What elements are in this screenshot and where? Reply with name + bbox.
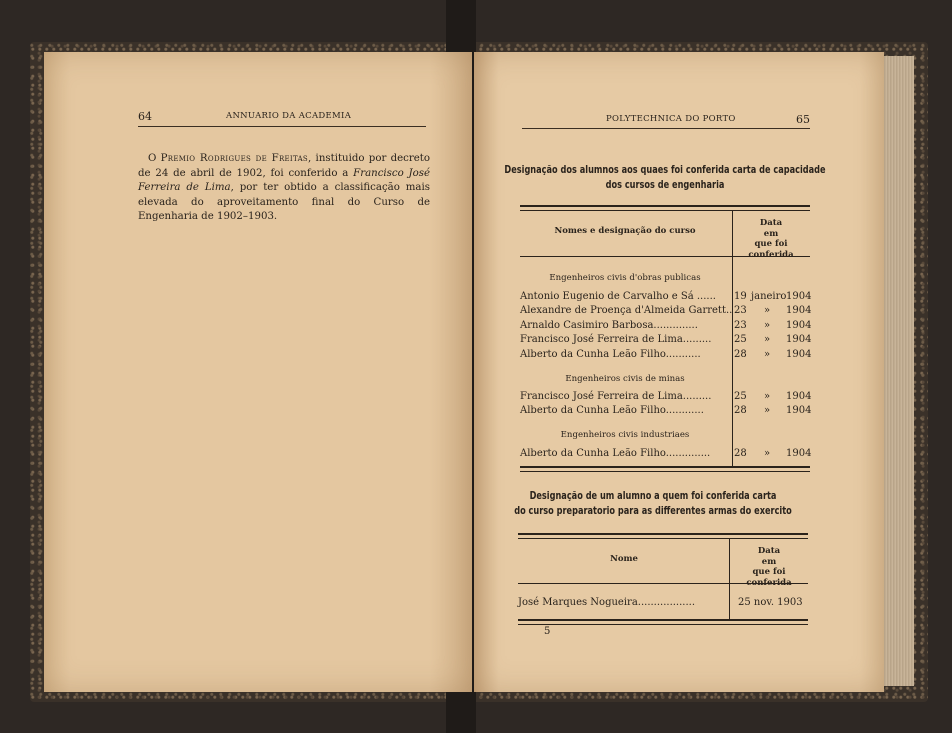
table-row	[520, 291, 810, 305]
row-year: 1904	[786, 349, 812, 360]
row-year: 1904	[786, 391, 812, 402]
table1-col-date-3: que foi conferida	[748, 239, 794, 260]
table2-top-rule	[518, 533, 808, 539]
table2-caption	[478, 489, 829, 519]
table1-caption-line1: Designação dos alumnos aos quaes foi conferida carta de capacidade	[504, 164, 826, 176]
right-header-rule	[522, 128, 810, 129]
row-day: 25	[734, 334, 747, 345]
table-row	[520, 391, 810, 405]
right-running-title: POLYTECHNICA DO PORTO	[606, 114, 736, 124]
left-running-title: ANNUARIO DA ACADEMIA	[226, 111, 352, 121]
table1-caption-line2: dos cursos de engenharia	[605, 179, 725, 191]
table2-col-date-2: em	[761, 556, 777, 567]
table2-col-date-3: que foi conferida	[746, 567, 792, 588]
left-page-number: 64	[138, 110, 152, 123]
row-month: »	[764, 349, 771, 360]
page-edges	[884, 56, 914, 686]
row-name: Arnaldo Casimiro Barbosa..............	[520, 320, 698, 331]
section-title: Engenheiros civis de minas	[565, 374, 685, 384]
prize-paragraph	[138, 152, 430, 225]
section-title: Engenheiros civis d'obras publicas	[549, 273, 701, 283]
table1-caption	[490, 163, 841, 193]
row-day: 25	[734, 391, 747, 402]
right-page	[474, 52, 884, 692]
row-month: »	[764, 320, 771, 331]
table2-caption-line1: Designação de um alumno a quem foi conferida carta	[529, 490, 777, 502]
table1-bottom-rule	[520, 466, 810, 472]
row-day: 28	[734, 448, 747, 459]
table2-caption-line2: do curso preparatorio para as differentes armas do exercito	[514, 505, 792, 517]
table1-header-rule-left	[520, 256, 732, 257]
table1-col-date	[732, 218, 810, 260]
row-date: 25 nov. 1903	[738, 597, 803, 608]
table-row	[520, 320, 810, 334]
signature-mark: 5	[544, 626, 551, 637]
table-row	[520, 349, 810, 363]
prize-name: Premio Rodrigues de Freitas	[160, 153, 309, 164]
table2-bottom-rule	[518, 619, 808, 625]
right-page-number: 65	[796, 113, 810, 126]
table-row	[520, 448, 810, 462]
row-month: »	[764, 405, 771, 416]
recipient-name: Francisco José Ferreira de Lima	[138, 167, 430, 194]
table-row	[520, 305, 810, 319]
row-year: 1904	[786, 291, 812, 302]
row-name: Antonio Eugenio de Carvalho e Sá ......	[520, 291, 716, 302]
row-month: janeiro	[751, 291, 787, 302]
table1-col-date-1: Data	[759, 218, 783, 228]
table-row	[520, 334, 810, 348]
table2-col-date	[729, 546, 809, 588]
para-mid: , instituido por decreto de 24 de abril de 1902, foi conferido a	[138, 153, 430, 179]
row-month: »	[764, 305, 771, 316]
row-month: »	[764, 334, 771, 345]
row-month: »	[764, 448, 771, 459]
row-name: Alberto da Cunha Leão Filho............	[520, 405, 704, 416]
row-year: 1904	[786, 334, 812, 345]
row-day: 28	[734, 349, 747, 360]
row-name: Francisco José Ferreira de Lima.........	[520, 391, 712, 402]
section-title: Engenheiros civis industriaes	[560, 430, 690, 440]
row-year: 1904	[786, 405, 812, 416]
row-day: 19	[734, 291, 747, 302]
row-year: 1904	[786, 320, 812, 331]
row-name: Alberto da Cunha Leão Filho...........	[520, 349, 701, 360]
left-header-rule	[138, 126, 426, 127]
row-year: 1904	[786, 305, 812, 316]
row-day: 23	[734, 320, 747, 331]
row-name: Alberto da Cunha Leão Filho..............	[520, 448, 711, 459]
row-day: 23	[734, 305, 747, 316]
para-lead: O	[148, 153, 161, 164]
table-row	[518, 597, 808, 611]
right-running-head	[522, 112, 810, 126]
para-tail: , por ter obtido a classificação mais elevada do aproveitamento final do Curso de Engenharia de 1902–1903.	[138, 182, 430, 223]
table-row	[520, 405, 810, 419]
table2-col-date-1: Data	[757, 546, 781, 556]
row-name: Francisco José Ferreira de Lima.........	[520, 334, 712, 345]
row-name: Alexandre de Proença d'Almeida Garrett..	[520, 305, 733, 316]
left-running-head	[138, 110, 426, 124]
table1-col-name: Nomes e designação do curso	[554, 226, 696, 236]
row-name: José Marques Nogueira..................	[518, 597, 695, 608]
row-day: 28	[734, 405, 747, 416]
table1-col-date-2: em	[763, 228, 779, 239]
table1-top-rule	[520, 205, 810, 211]
row-year: 1904	[786, 448, 812, 459]
table2-col-name: Nome	[610, 554, 638, 564]
row-month: »	[764, 391, 771, 402]
left-page	[44, 52, 472, 692]
